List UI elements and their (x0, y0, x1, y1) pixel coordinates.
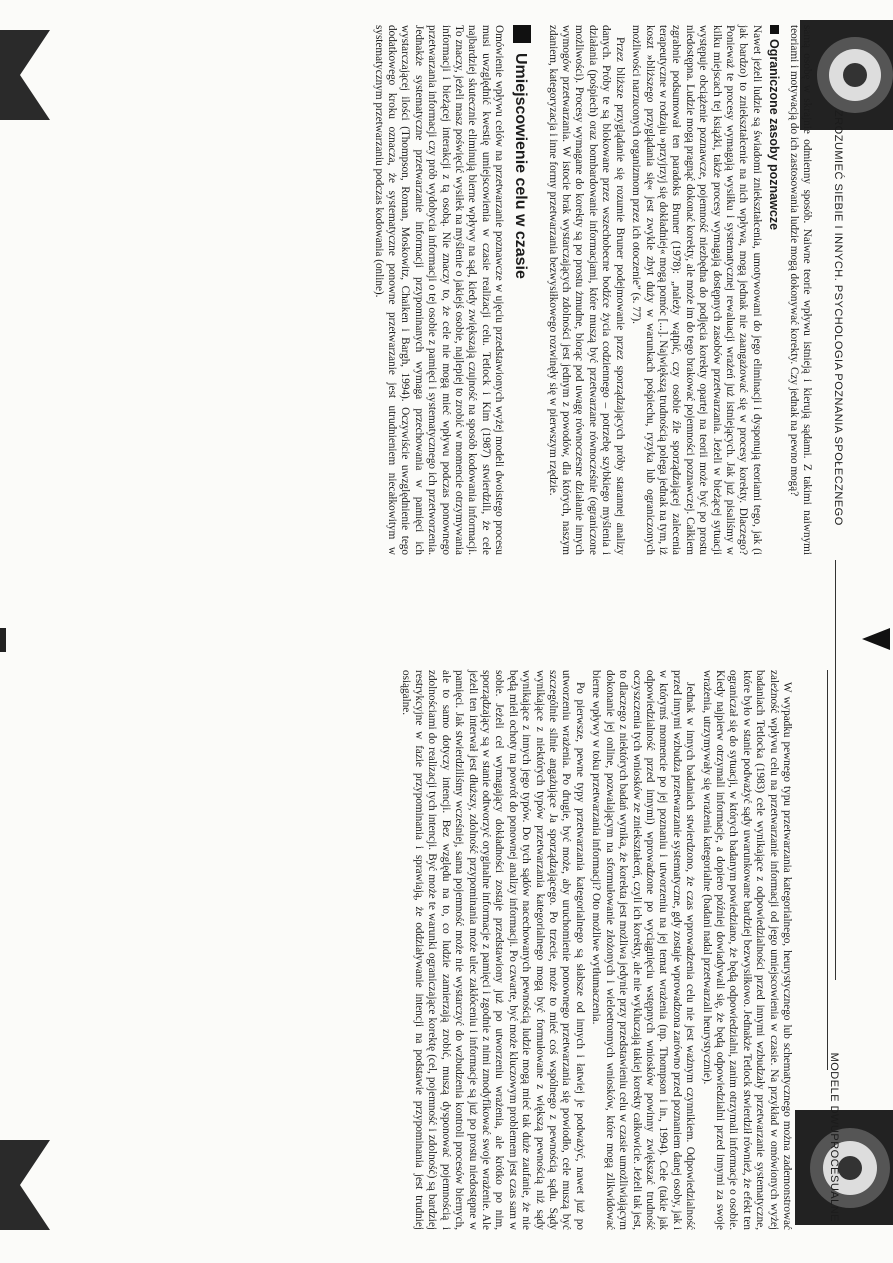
bottom-book-page (208, 650, 848, 1250)
text-column (368, 25, 813, 555)
paragraph: Nawet jeżeli ludzie są świadomi zniekształcenia, umotywowani do jego eliminacji i dysponują teoriami tego, jak (i jak bardzo) to zniekształcenie na nich wpływa, mogą jednak nie zaangażować się w procesy korekty. Dlaczego? Ponieważ te procesy wymagają wysiłku i systematycznej rewaluacji wrażeń już istniejących. Jak już pisaliśmy w kilku miejscach tej książki, także procesy wymagają dostępnych zasobów przetwarzania. Jeżeli w bieżącej sytuacji występuje obciążenie poznawcze, pojemność niezbędna do podjęcia korekty opartej na teorii może być po prostu niedostępna. Ludzie mogą pragnąć dokonać korekty, ale może im do tego brakować pojemności poznawczej. Całkiem zgrabnie podsumował ten paradoks Bruner (1978): „należy wątpić, czy osobie źle sporządzającej zalecenia terapeutyczne w rodzaju »przyjrzyj się dokładniej« mogą pomóc [...]. Największą trudnością polega jednak na tym, iż koszt »bliższego przyglądania się« jest zwykle zbyt duży w warunkach pośpiechu, ryzyka lub ograniczonych możliwości narzuconych organizmom przez ich otoczenie” (s. 77). (630, 25, 763, 555)
fold-mark-right (862, 628, 890, 650)
paragraph: Omówienie wpływu celów na przetwarzanie poznawcze w ujęciu przedstawionych wyżej modeli dwoistego procesu musi uwzględnić kwestię umiejscowienia w czasie realizacji celu. Tetlock i Kim (1987) stwierdzili, że cele najbardziej skutecznie eliminują bierne wpływy na sąd, kiedy zwiększają czujność na sposób kodowania informacji. To znaczy, jeżeli masz poświęcić wysiłek na myślenie o jakiejś osobie, najlepiej to zrobić w momencie otrzymywania informacji i bieżącej interakcji z tą osobą. Nie znaczy to, że cele nie mogą mieć wpływu podczas ponownego przetwarzania informacji czy prób wydobycia informacji o tej osobie z pamięci i systematycznego ich przetworzenia. Jednakże systematyczne przetwarzanie informacji przypominanych wymaga przechowania w pamięci ich wystarczającej ilości (Thompson, Roman, Moskowitz, Chaiken i Bargh, 1994). Oczywiście uwzględnienie tego dodatkowego kroku oznacza, że systematyczne ponowne przetwarzanie jest utrudnieniem niecałkowitym w systematycznym przetwarzaniu podczas kodowania (online). (372, 25, 506, 555)
top-left-corner-ornament (0, 30, 50, 120)
paragraph: Przez bliższe przyglądanie się rozumie Bruner podejmowanie przez sporządzających próby starannej analizy danych. Próby te są blokowane przez wszechobecne bodźce życia codziennego – potrzebę szybkiego myślenia i działania (pośpiech) oraz bombardowanie informacjami, które muszą być przetwarzane równocześnie (ograniczone możliwości). Procesy wymagane do korekty są po prostu żmudne, biorąc pod uwagę równoczesne działanie innych wymogów przetwarzania. W istocie brak wystarczających zdolności jest jednym z powodów, dla których, naszym zdaniem, kategoryzacja i inne formy przetwarzania bezwysiłkowego rozwinęły się w pierwszym rzędzie. (546, 25, 626, 555)
fold-mark-left (0, 628, 12, 652)
bottom-left-corner-ornament (0, 1140, 50, 1230)
bullet-square-icon (513, 25, 531, 43)
crop-mark-icon (0, 628, 12, 652)
paragraph: Jednak w innych badaniach stwierdzono, że czas wprowadzenia celu nie jest ważnym czynnikiem. Odpowiedzialność przed innymi wzbudza przetwarzanie systematyczne, gdy zostaje wprowadzona zarówno przed poznaniem danej osoby, jak i w którymś momencie po jej poznaniu i utworzeniu na jej temat wrażenia (np. Thompson i in., 1994). Cele (takie jak odpowiedzialność przed innymi) wprowadzone po wyciągnięciu wstępnych wniosków powinny zwiększać trudność oczyszczenia tych wniosków ze zniekształceń, czyli ich korekty, ale nie wykluczają takiej korekty całkowicie. Jeżeli tak jest, to dlaczego z niektórych badań wynika, że korekta jest możliwa jedynie przy przedstawieniu celu w czasie umożliwiającym dokonanie jej online, pozwalającym na sformułowanie złożonych i wieloetronnych wniosków, które mogą zlikwidować bierne wpływy w toku przetwarzania informacji? Oto możliwe wytłumaczenia. (590, 670, 697, 1230)
header-rule (827, 670, 828, 1070)
section-heading (767, 25, 780, 555)
text-column (395, 670, 793, 1230)
running-header: ZROZUMIEĆ SIEBIE I INNYCH. PSYCHOLOGIA POZNANIA SPOŁECZNEGO (832, 110, 844, 526)
paragraph: samą osobę w skrajnie odmienny sposób. Naiwne teorie wpływu istnieją i kierują sądami. Z takimi naiwnymi teoriami i motywacją do ich zastosowania ludzie mogą dokonywać korekty. Czy jednak na pewno mogą? (787, 25, 813, 555)
ornament-icon (0, 1140, 50, 1230)
section-heading (513, 25, 531, 555)
section-heading-text: Ograniczone zasoby poznawcze (767, 39, 782, 231)
paragraph: W wypadku pewnego typu przetwarzania kategorialnego, heurystycznego lub schematycznego można zademonstrować zależność wpływu celu na przetwarzanie informacji od jego umiejscowienia w czasie. Na przykład w omówionych wyżej badaniach Tetlocka (1983) cele wynikające z odpowiedzialności przed innymi wzbudzały przetwarzanie systematyczne, które było w stanie podważyć sądy uwarunkowane bardziej bezwysiłkowo. Jednakże Tetlock stwierdził również, że efekt ten ograniczał się do sytuacji, w których badanym powiedziano, że będą odpowiedzialni, zanim otrzymali informacje o osobie. Kiedy najpierw otrzymali informacje, a dopiero później dowiadywali się, że będą odpowiedzialni przed innymi za swoje wrażenia, utrzymywały się wrażenia kategorialne (badani nadal przetwarzali heurystycznie). (700, 670, 793, 1230)
crop-mark-icon (862, 628, 890, 650)
running-header: MODELE DWUPROCESUALNE (828, 1052, 840, 1222)
paragraph: Po pierwsze, pewne typy przetwarzania kategorialnego są słabsze od innych i łatwiej je podważyć, nawet już po utworzeniu wrażenia. Po drugie, być może, aby uruchomienie ponownego przetwarzania się powiodło, cele muszą być szczególnie silnie angażujące Ja sporządzającego. Po trzecie, może to mieć coś wspólnego z pewnością sądu. Sądy wynikające z niektórych typów przetwarzania kategorialnego mogą być formułowane z większą pewnością niż sądy wynikające z innych jego typów. Do tych sądów nacechowanych pewnością ludzie mogą mieć tak duże zaufanie, że nie będą mieli ochoty na powrót do ponownej analizy informacji. Po czwarte, być może kluczowym problemem jest czas sam w sobie. Jeżeli cel wymagający dokładności zostaje przedstawiony już po utworzeniu wrażenia, ale krótko po nim, sporządzający są w stanie odtworzyć oryginalne informacje z pamięci i zgodnie z nimi zmodyfikować swoje wrażenie. Ale jeżeli ten interwał jest dłuższy, zdolność przypominania może ulec zakłóceniu i informacje są już po prostu niedostępne w pamięci. Jak stwierdziliśmy wcześniej, sama pojemność może nie wystarczyć do wzbudzenia kontroli procesów biernych, ale to samo dotyczy intencji. Bez względu na to, co ludzie zamierzają zrobić, muszą dysponować pojemnością i zdolnościami do realizacji tych intencji. Być może te warunki ograniczające korektę (cel, pojemność i zdolność) są bardziej restrykcyjne w fazie przypominania i sprawiają, że oddziaływanie intencji na podstawie przypominania jest trudniej osiągalne. (399, 670, 586, 1230)
bullet-square-icon (770, 25, 779, 34)
ornament-icon (0, 30, 50, 120)
section-heading-text: Umiejscowienie celu w czasie (512, 53, 530, 279)
